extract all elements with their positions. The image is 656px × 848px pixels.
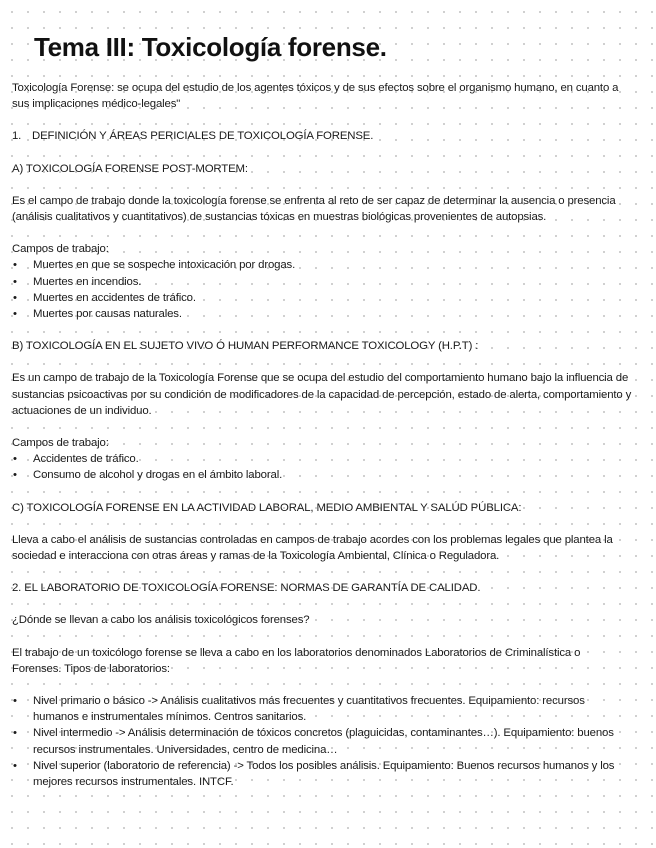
subsection-a-heading: A) TOXICOLOGÍA FORENSE POST-MORTEM: [12, 162, 248, 175]
section-1-heading [12, 128, 632, 144]
subsection-c-body: Lleva a cabo el análisis de sustancias controladas en campos de trabajo acordes con los problemas legales que plantea la sociedad e interacciona con otras áreas y ramas de la Toxicología Ambiental, Clínica o Reguladora. [12, 533, 613, 563]
section-1-number: 1. [12, 130, 22, 143]
list-item: • Muertes en que se sospeche intoxicación por drogas. [12, 257, 632, 273]
section-2-question: ¿Dónde se llevan a cabo los análisis toxicológicos forenses? [12, 614, 310, 627]
subsection-b-body: Es un campo de trabajo de la Toxicología Forense que se ocupa del estudio del comportamiento humano bajo la influencia de sustancias psicoactivas por su condición de modificadores de la capacidad de percepción, estado de alerta, comportamiento y actuaciones de un individuo. [12, 372, 632, 417]
list-item: • Muertes por causas naturales. [12, 306, 632, 322]
document-page [12, 32, 632, 806]
list-item: • Accidentes de tráfico. [12, 451, 632, 467]
subsection-c-heading: C) TOXICOLOGÍA FORENSE EN LA ACTIVIDAD LABORAL, MEDIO AMBIENTAL Y SALÚD PÚBLICA: [12, 501, 522, 514]
section-1-heading-text: DEFINICIÓN Y ÁREAS PERICIALES DE TOXICOLOGÍA FORENSE. [32, 130, 374, 143]
subsection-a-fields-list [12, 257, 632, 322]
subsection-a-fields-label: Campos de trabajo: [12, 243, 109, 256]
list-item: • Consumo de alcohol y drogas en el ámbito laboral. [12, 467, 632, 483]
list-item: • Muertes en incendios. [12, 274, 632, 290]
list-item: • Nivel primario o básico -> Análisis cualitativos más frecuentes y cuantitativos frecuentes. Equipamiento: recursos humanos e instrumentales mínimos. Centros sanitarios. [12, 693, 632, 725]
list-item: • Nivel superior (laboratorio de referencia) -> Todos los posibles análisis. Equipamiento: Buenos recursos humanos y los mejores recursos instrumentales. INTCF. [12, 758, 632, 790]
subsection-b-fields-list [12, 451, 632, 483]
subsection-b-fields-label: Campos de trabajo: [12, 437, 109, 450]
subsection-b-heading: B) TOXICOLOGÍA EN EL SUJETO VIVO Ó HUMAN PERFORMANCE TOXICOLOGY (H.P.T) : [12, 340, 479, 353]
list-item: • Muertes en accidentes de tráfico. [12, 290, 632, 306]
section-2-body: El trabajo de un toxicólogo forense se lleva a cabo en los laboratorios denominados Laboratorios de Criminalística o Forenses. Tipos de laboratorios: [12, 646, 581, 675]
intro-paragraph: Toxicología Forense: se ocupa del estudio de los agentes tóxicos y de sus efectos sobre el organismo humano, en cuanto a sus implicaciones médico-legales" [12, 82, 619, 111]
list-item: • Nivel intermedio -> Análisis determinación de tóxicos concretos (plaguicidas, contaminantes…). Equipamiento: buenos recursos instrumentales. Universidades, centro de medicina… [12, 725, 632, 757]
subsection-a-body: Es el campo de trabajo donde la toxicología forense se enfrenta al reto de ser capaz de determinar la ausencia o presencia (análisis cualitativos y cuantitativos) de sustancias tóxicas en muestras biológicas provenientes de autopsias. [12, 194, 616, 224]
section-2-heading: 2. EL LABORATORIO DE TOXICOLOGÍA FORENSE: NORMAS DE GARANTÍA DE CALIDAD. [12, 582, 481, 595]
lab-types-list [12, 693, 632, 790]
document-title: Tema III: Toxicología forense. [34, 32, 387, 62]
